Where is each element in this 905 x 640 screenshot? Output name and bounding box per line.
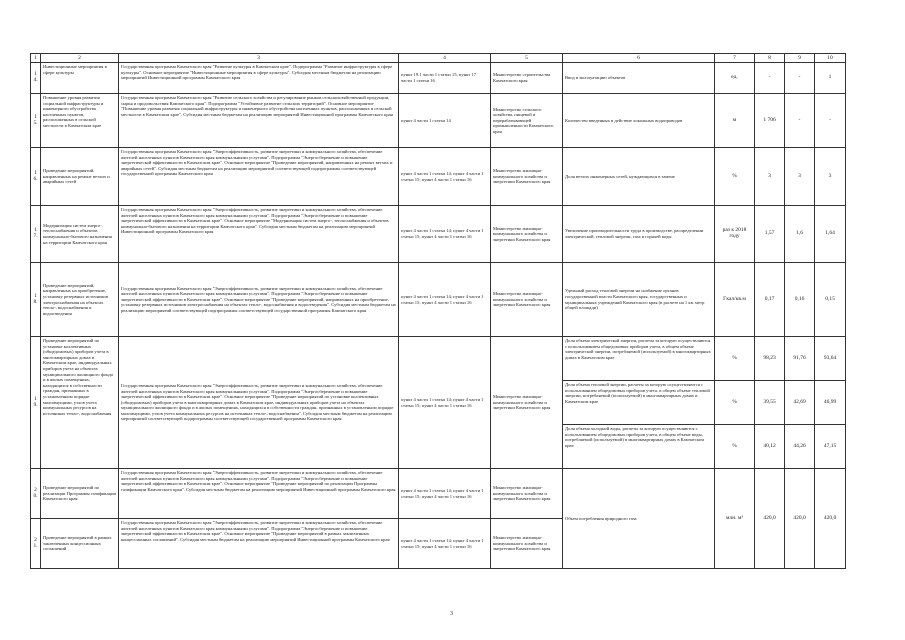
indicator: Доля ветхих инженерных сетей, нуждающихся в замене [563, 148, 715, 206]
unit: % [715, 381, 755, 425]
event-name: Модернизация систем энерго-, теплоснабжения и объектов коммунально-бытового назначения на территории Камчатского края [41, 206, 119, 263]
header-cell: 1 [31, 54, 41, 63]
header-cell: 6 [563, 54, 715, 63]
table-row [31, 94, 846, 148]
value-col-10: 1,64 [815, 206, 846, 263]
program-text: Государственная программа Камчатского края "Энергоэффективность, развитие энергетики и коммунального хозяйства, обеспечение жителей населенных пунктов Камчатского края коммунальными услугами". Подпрограмма "Энергосбережение и повышение энергетической эффективности в Камчатском крае". Основное мероприятие "Проведение мероприятий по установке коллективных (общедомовых) приборов учета в многоквартирных домах в Камчатском крае, индивидуальных приборов учета на объектах муниципального жилищного фонда и в жилых помещениях, находящихся в собственности граждан, признанных в установленном порядке малоимущими, узлов учета коммунальных ресурсов на источниках тепло-, водоснабжения". Субсидия местным бюджетам на реализацию мероприятий соответствующей подпрограммы соответствующей государственной программы Камчатского края [119, 337, 399, 469]
header-cell: 7 [715, 54, 755, 63]
table-row [31, 337, 846, 381]
table-header-row [31, 54, 846, 63]
header-cell: 3 [119, 54, 399, 63]
value-col-9: - [785, 63, 815, 94]
law-reference: пункт 4 части 1 статьи 14; пункт 4 части 1 статьи 15; пункт 4 части 1 статьи 16 [399, 263, 491, 337]
unit: ед. [715, 63, 755, 94]
value-col-9: - [785, 94, 815, 148]
value-col-10: 46,99 [815, 381, 846, 425]
value-col-8: 39,55 [755, 381, 785, 425]
value-col-10: 1 [815, 63, 846, 94]
value-col-9: 42,69 [785, 381, 815, 425]
indicator: Доля объема холодной воды, расчеты за которую осуществляются с использованием общедомовых приборов учета, в общем объеме воды, потребляемой (используемой) в многоквартирных домах в Камчатском крае [563, 425, 715, 469]
header-cell: 8 [755, 54, 785, 63]
unit: % [715, 337, 755, 381]
value-col-8: 40,12 [755, 425, 785, 469]
value-col-8: 420,0 [755, 469, 785, 569]
value-col-10: - [815, 94, 846, 148]
indicators-table [30, 53, 846, 569]
row-number: 19. [31, 337, 41, 469]
table-row [31, 469, 846, 519]
unit: раз к 2018 году [715, 206, 755, 263]
unit: Гкал/кв.м [715, 263, 755, 337]
ministry: Министерство жилищно-коммунального хозяйства и энергетики Камчатского края [491, 519, 563, 569]
table-row [31, 63, 846, 94]
value-col-8: 3 [755, 148, 785, 206]
value-col-9: 44,26 [785, 425, 815, 469]
value-col-9: 0,16 [785, 263, 815, 337]
event-name: Повышение уровня развития социальной инфраструктуры и инженерного обустройства населенных пунктов, расположенных в сельской местности в Камчатском крае [41, 94, 119, 148]
unit: % [715, 148, 755, 206]
event-name: Проведение мероприятий, направленных на ремонт ветхих и аварийных сетей [41, 148, 119, 206]
value-col-10: 420,0 [815, 469, 846, 569]
indicator: Ввод в эксплуатацию объектов [563, 63, 715, 94]
table-row [31, 263, 846, 337]
value-col-10: 3 [815, 148, 846, 206]
law-reference: пункт 4 части 1 статьи 14; пункт 4 части 1 статьи 15; пункт 4 части 1 статьи 16 [399, 206, 491, 263]
value-col-8: 1,57 [755, 206, 785, 263]
event-name: Проведение мероприятий, направленных на приобретение, установку резервных источников электроснабжения на объектах тепло-, водоснабжения и водоотведения [41, 263, 119, 337]
event-name: Проведение мероприятий по реализации Программы газификации Камчатского края [41, 469, 119, 519]
law-reference: пункт 4 части 1 статьи 14; пункт 4 части 1 статьи 15; пункт 4 части 1 статьи 16 [399, 469, 491, 519]
program-text: Государственная программа Камчатского края "Энергоэффективность, развитие энергетики и коммунального хозяйства, обеспечение жителей населенных пунктов Камчатского края коммунальными услугами". Подпрограмма "Энергосбережение и повышение энергетической эффективности в Камчатском крае". Основное мероприятие "Проведение мероприятий, направленных на ремонт ветхих и аварийных сетей". Субсидия местным бюджетам на реализацию мероприятий соответствующей подпрограммы соответствующей государственной программы Камчатского края [119, 148, 399, 206]
row-number: 18. [31, 263, 41, 337]
row-number: 16. [31, 148, 41, 206]
value-col-9: 91,76 [785, 337, 815, 381]
law-reference: пункт 4 части 1 статьи 14; пункт 4 части 1 статьи 15; пункт 4 части 1 статьи 16 [399, 148, 491, 206]
law-reference: пункт 4 части 1 статьи 14 [399, 94, 491, 148]
value-col-8: 1 706 [755, 94, 785, 148]
event-name: Проведение мероприятий в рамках заключенных концессионных соглашений [41, 519, 119, 569]
ministry: Министерство строительства Камчатского края [491, 63, 563, 94]
indicator: Количество введенных в действие локальных водопроводов [563, 94, 715, 148]
indicator: Увеличение производительности труда в производстве, распределении электрической, тепловой энергии, газа и горячей воды [563, 206, 715, 263]
ministry: Министерство жилищно-коммунального хозяйства и энергетики Камчатского края [491, 469, 563, 519]
header-cell: 4 [399, 54, 491, 63]
value-col-8: - [755, 63, 785, 94]
indicator: Доля объема тепловой энергии, расчеты за которую осуществляются с использованием общедомовых приборов учета, в общем объеме тепловой энергии, потребляемой (используемой) в многоквартирных домах в Камчатском крае [563, 381, 715, 425]
row-number: 14. [31, 63, 41, 94]
row-number: 15. [31, 94, 41, 148]
row-number: 21. [31, 519, 41, 569]
table-row [31, 148, 846, 206]
row-number: 20. [31, 469, 41, 519]
program-text: Государственная программа Камчатского края "Энергоэффективность, развитие энергетики и коммунального хозяйства, обеспечение жителей населенных пунктов Камчатского края коммунальными услугами". Подпрограмма "Энергосбережение и повышение энергетической эффективности в Камчатском крае". Основное мероприятие "Проведение мероприятий, направленных на приобретение, установку резервных источников электроснабжения на объектах тепло-, водоснабжения и водоотведения". Субсидия местным бюджетам на реализацию мероприятий соответствующей подпрограммы соответствующей государственной программы Камчатского края [119, 263, 399, 337]
program-text: Государственная программа Камчатского края "Развитие сельского хозяйства и регулирование рынков сельскохозяйственной продукции, сырья и продовольствия Камчатского края". Подпрограмма "Устойчивое развитие сельских территорий". Основное мероприятие "Повышение уровня развития социальной инфраструктуры и инженерного обустройства населенных пунктов, расположенных в сельской местности в Камчатском крае". Субсидия местным бюджетам на реализацию мероприятий Инвестиционной программы Камчатского края [119, 94, 399, 148]
header-cell: 10 [815, 54, 846, 63]
indicator: Объем потребления природного газа [563, 469, 715, 569]
event-name: Проведение мероприятий по установке коллективных (общедомовых) приборов учета в многоквартирных домах в Камчатском крае, индивидуальных приборов учета на объектах муниципального жилищного фонда и в жилых помещениях, находящихся в собственности граждан, признанных в установленном порядке малоимущими, узлов учета коммунальных ресурсов на источниках тепло-, водоснабжения [41, 337, 119, 469]
unit: % [715, 425, 755, 469]
value-col-9: 420,0 [785, 469, 815, 569]
value-col-8: 98,23 [755, 337, 785, 381]
value-col-10: 93,64 [815, 337, 846, 381]
header-cell: 2 [41, 54, 119, 63]
program-text: Государственная программа Камчатского края "Энергоэффективность, развитие энергетики и коммунального хозяйства, обеспечение жителей населенных пунктов Камчатского края коммунальными услугами". Подпрограмма "Энергосбережение и повышение энергетической эффективности в Камчатском крае". Основное мероприятие "Проведение мероприятий по реализации Программы газификации Камчатского края". Субсидия местным бюджетам на реализацию мероприятий Инвестиционной программы Камчатского края [119, 469, 399, 519]
value-col-9: 3 [785, 148, 815, 206]
header-cell: 5 [491, 54, 563, 63]
ministry: Министерство жилищно-коммунального хозяйства и энергетики Камчатского края [491, 263, 563, 337]
value-col-8: 0,17 [755, 263, 785, 337]
program-text: Государственная программа Камчатского края "Энергоэффективность, развитие энергетики и коммунального хозяйства, обеспечение жителей населенных пунктов Камчатского края коммунальными услугами". Подпрограмма "Энергосбережение и повышение энергетической эффективности в Камчатском крае". Основное мероприятие "Модернизация систем энерго-, теплоснабжения и объектов коммунально-бытового назначения на территории Камчатского края". Субсидия местным бюджетам на реализацию мероприятий Инвестиционной программы Камчатского края [119, 206, 399, 263]
law-reference: пункт 19.1 части 1 статьи 15; пункт 17 части 1 статьи 16 [399, 63, 491, 94]
program-text: Государственная программа Камчатского края "Энергоэффективность, развитие энергетики и коммунального хозяйства, обеспечение жителей населенных пунктов Камчатского края коммунальными услугами". Подпрограмма "Энергосбережение и повышение энергетической эффективности в Камчатском крае". Основное мероприятие "Проведение мероприятий в рамках заключенных концессионных соглашений". Субсидия местным бюджетам на реализацию мероприятий Инвестиционной программы Камчатского края [119, 519, 399, 569]
law-reference: пункт 4 части 1 статьи 14; пункт 4 части 1 статьи 15; пункт 4 части 1 статьи 16 [399, 337, 491, 469]
value-col-10: 0,15 [815, 263, 846, 337]
value-col-9: 1,6 [785, 206, 815, 263]
ministry: Министерство сельского хозяйства, пищевой и перерабатывающей промышленности Камчатского края [491, 94, 563, 148]
row-number: 17. [31, 206, 41, 263]
program-text: Государственная программа Камчатского края "Развитие культуры в Камчатском крае". Подпрограмма "Развитие инфраструктуры в сфере культуры". Основное мероприятие "Инвестиционные мероприятия в сфере культуры". Субсидия местным бюджетам на реализацию мероприятий Инвестиционной программы Камчатского края [119, 63, 399, 94]
ministry: Министерство жилищно-коммунального хозяйства и энергетики Камчатского края [491, 148, 563, 206]
law-reference: пункт 4 части 1 статьи 14; пункт 4 части 1 статьи 15; пункт 4 части 1 статьи 16 [399, 519, 491, 569]
ministry: Министерство жилищно-коммунального хозяйства и энергетики Камчатского края [491, 206, 563, 263]
page-number: 3 [450, 611, 453, 617]
unit: млн. м³ [715, 469, 755, 569]
value-col-10: 47,15 [815, 425, 846, 469]
event-name: Инвестиционные мероприятия в сфере культуры [41, 63, 119, 94]
ministry: Министерство жилищно-коммунального хозяйства и энергетики Камчатского края [491, 337, 563, 469]
header-cell: 9 [785, 54, 815, 63]
unit: м [715, 94, 755, 148]
table-row [31, 206, 846, 263]
indicator: Доля объема электрической энергии, расчеты за которую осуществляются с использованием общедомовых приборов учета, в общем объеме электрической энергии, потребляемой (используемой) в многоквартирных домах в Камчатском крае [563, 337, 715, 381]
indicator: Удельный расход тепловой энергии на снабжение органов государственной власти Камчатского края, государственных и муниципальных учреждений Камчатского края (в расчете на 1 кв. метр общей площади) [563, 263, 715, 337]
